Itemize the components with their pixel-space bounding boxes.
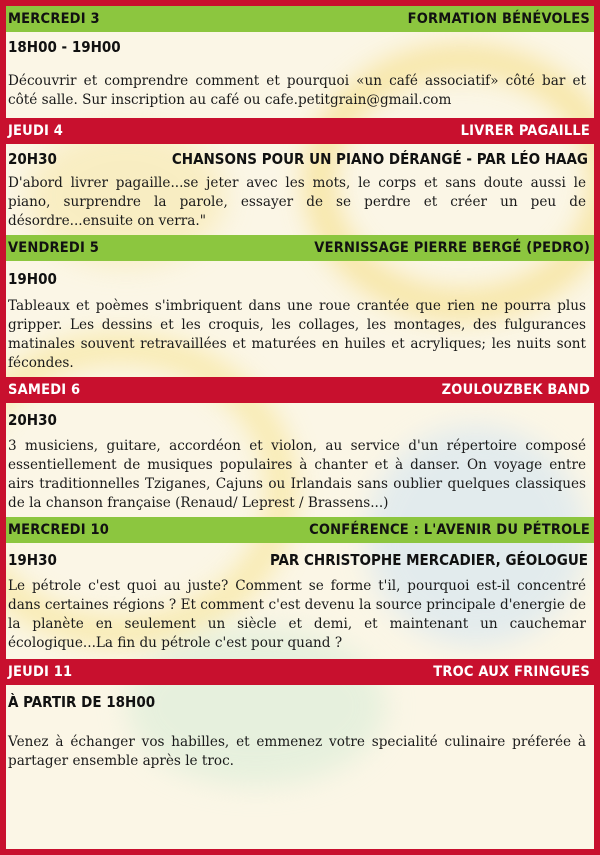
event-day: MERCREDI 10 — [8, 522, 110, 538]
event-mercredi-10 — [6, 517, 594, 659]
event-time: 19H30 — [8, 551, 57, 569]
event-time: 20H30 — [8, 150, 57, 168]
event-title: CONFÉRENCE : L'AVENIR DU PÉTROLE — [309, 522, 590, 538]
event-description: 3 musiciens, guitare, accordéon et violon, au service d'un répertoire composé essentiellement de musiques populaires à chanter et à danser. On voyage entre airs traditionnelles Tziganes, Cajuns ou Irlandais sans oublier quelques classiques de la chanson française (Renaud/ Leprest / Brassens...) — [8, 438, 586, 511]
event-header-bar — [6, 6, 594, 32]
event-description: Venez à échanger vos habilles, et emmenez votre specialité culinaire préferée à partager ensemble après le troc. — [8, 734, 586, 769]
event-header-bar — [6, 377, 594, 403]
event-day: SAMEDI 6 — [8, 382, 81, 398]
event-title: VERNISSAGE PIERRE BERGÉ (PEDRO) — [314, 240, 590, 256]
event-time-line — [6, 32, 594, 62]
event-header-bar — [6, 659, 594, 685]
event-day: VENDREDI 5 — [8, 240, 100, 256]
event-title: LIVRER PAGAILLE — [460, 123, 590, 139]
event-time-line — [6, 261, 594, 297]
event-program — [6, 6, 594, 771]
event-vendredi-5 — [6, 235, 594, 377]
event-description: Le pétrole c'est quoi au juste? Comment se forme t'il, pourquoi est-il concentré dans certaines régions ? Et comment c'est devenu la source principale d'energie de la planète en seulement un siècle et demi, et maintenant un cauchemar écologique...La fin du pétrole c'est pour quand ? — [8, 578, 586, 651]
event-description: D'abord livrer pagaille...se jeter avec les mots, le corps et sans doute aussi le piano, surprendre la parole, essayer de se perdre et créer un peu de désordre...ensuite on verra." — [8, 175, 586, 229]
event-time-line — [6, 144, 594, 174]
event-title: FORMATION BÉNÉVOLES — [407, 11, 590, 27]
event-time-line — [6, 685, 594, 719]
event-time: 19H00 — [8, 270, 57, 288]
poster-background — [6, 6, 594, 849]
event-jeudi-11 — [6, 659, 594, 771]
event-header-bar — [6, 235, 594, 261]
event-subtitle: CHANSONS POUR UN PIANO DÉRANGÉ - PAR LÉO HAAG — [171, 150, 588, 168]
event-time-line — [6, 543, 594, 577]
event-time: À PARTIR DE 18H00 — [8, 693, 156, 711]
event-header-bar — [6, 118, 594, 144]
event-subtitle: PAR CHRISTOPHE MERCADIER, GÉOLOGUE — [269, 551, 588, 569]
event-title: ZOULOUZBEK BAND — [441, 382, 590, 398]
event-day: MERCREDI 3 — [8, 11, 100, 27]
event-description: Découvrir et comprendre comment et pourquoi «un café associatif» côté bar et côté salle. Sur inscription au café ou cafe.petitgrain@gmail.com — [8, 73, 586, 108]
event-samedi-6 — [6, 377, 594, 517]
event-time: 18H00 - 19H00 — [8, 38, 121, 56]
event-jeudi-4 — [6, 118, 594, 235]
event-time-line — [6, 403, 594, 437]
event-mercredi-3 — [6, 6, 594, 118]
event-day: JEUDI 4 — [8, 123, 64, 139]
event-header-bar — [6, 517, 594, 543]
event-day: JEUDI 11 — [8, 664, 73, 680]
event-description: Tableaux et poèmes s'imbriquent dans une roue crantée que rien ne pourra plus gripper. Les dessins et les croquis, les collages, les montages, des fulgurances matinales souvent retravaillées et maturées en huiles et acryliques; les nuits sont fécondes. — [8, 298, 586, 371]
event-title: TROC AUX FRINGUES — [433, 664, 590, 680]
event-time: 20H30 — [8, 411, 57, 429]
